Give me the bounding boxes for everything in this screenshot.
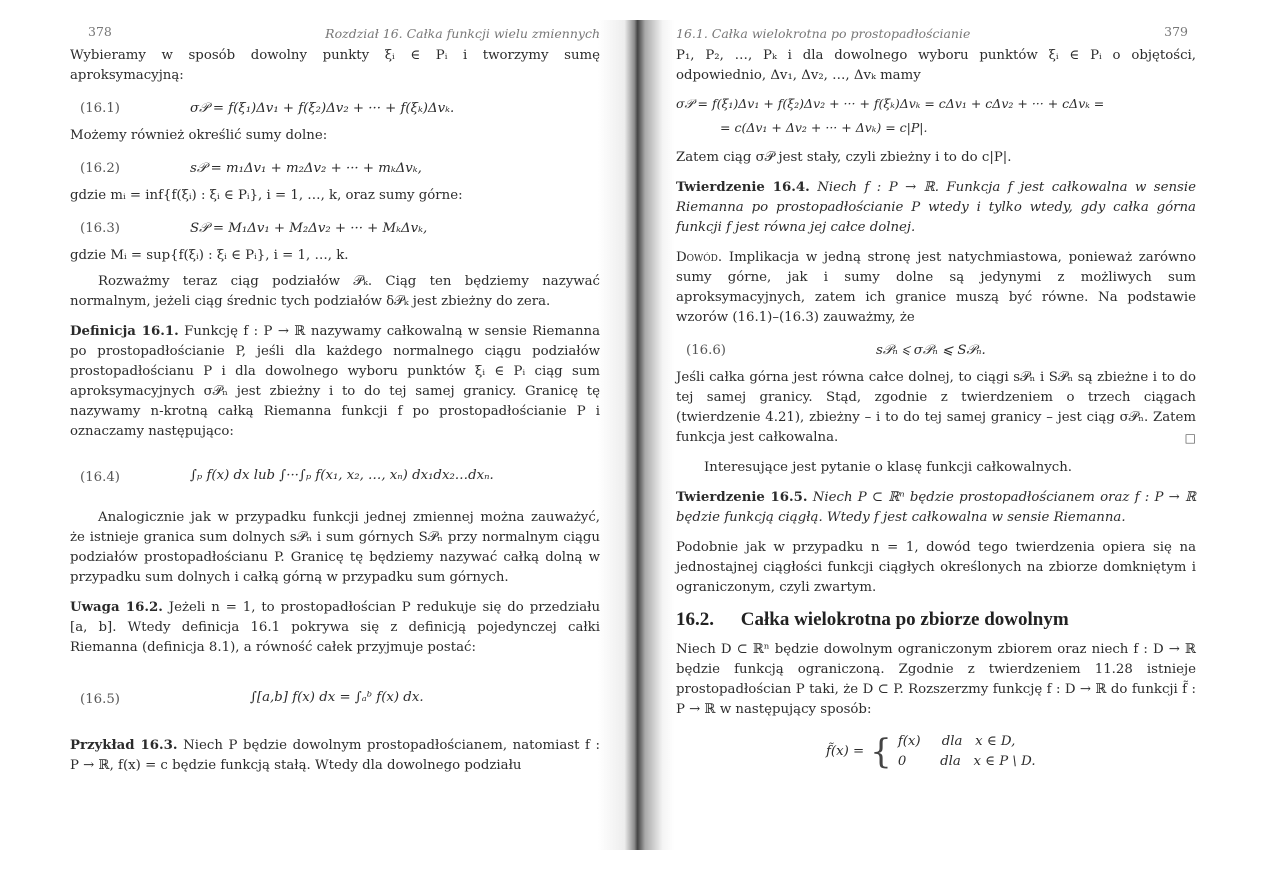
- paragraph-interesting: Interesujące jest pytanie o klasę funkcji całkowalnych.: [704, 460, 1072, 475]
- piecewise-lhs: f̃(x) =: [826, 744, 865, 759]
- equation-label: (16.2): [80, 161, 120, 176]
- theorem-16-5: [676, 488, 1196, 528]
- piecewise-case-2: 0 dla x ∈ P \ D.: [897, 754, 1036, 769]
- left-page-number: 378: [88, 24, 112, 39]
- equation-16-1: [70, 92, 600, 126]
- equation-label: (16.6): [686, 343, 726, 358]
- section-number: 16.2.: [676, 609, 714, 630]
- theorem-text: Niech P ⊂ ℝⁿ będzie prostopadłościanem oraz f : P → ℝ będzie funkcją ciągłą. Wtedy f jest całkowalna w sensie Riemanna.: [676, 490, 1196, 525]
- book-gutter-shadow: [598, 20, 674, 850]
- equation-label: (16.1): [80, 101, 120, 116]
- paragraph-arbitrary-set: Niech D ⊂ ℝⁿ będzie dowolnym ograniczonym zbiorem oraz niech f : D → ℝ będzie funkcją ograniczoną. Zgodnie z twierdzeniem 11.28 istnieje prostopadłościan P taki, że D ⊂ P. Rozszerzmy funkcję f : D → ℝ do funkcji f̃ : P → ℝ w następujący sposób:: [676, 642, 1196, 717]
- equation-16-6: [676, 334, 1196, 368]
- paragraph-normal-sequence: Rozważmy teraz ciąg podziałów 𝒫ₖ. Ciąg ten będziemy nazywać normalnym, jeżeli ciąg średnic tych podziałów δ𝒫ₖ jest zbieżny do zera.: [70, 274, 600, 309]
- piecewise-brace: {: [870, 732, 892, 772]
- paragraph-if-upper-equals-lower: [676, 368, 1196, 448]
- left-running-title: Rozdział 16. Całka funkcji wielu zmiennych: [325, 26, 600, 41]
- qed-square-icon: □: [1184, 431, 1196, 445]
- left-page: [70, 18, 600, 868]
- example-text: Niech P będzie dowolnym prostopadłościanem, natomiast f : P → ℝ, f(x) = c będzie funkcją stałą. Wtedy dla dowolnego podziału: [70, 738, 600, 773]
- equation-body: ∫[a,b] f(x) dx = ∫ₐᵇ f(x) dx.: [250, 690, 424, 705]
- equation-label: (16.3): [80, 221, 120, 236]
- right-running-title: 16.1. Całka wielokrotna po prostopadłościanie: [676, 26, 971, 41]
- paragraph-analogy: Analogicznie jak w przypadku funkcji jednej zmiennej można zauważyć, że istnieje granica sum dolnych s𝒫ₙ i sum górnych S𝒫ₙ przy normalnym ciągu podziałów prostopadłościanu P. Granicę tę będziemy nazywać całką dolną w przypadku sum dolnych i całką górną w przypadku sum górnych.: [70, 510, 600, 585]
- paragraph-text: Jeśli całka górna jest równa całce dolnej, to ciągi s𝒫ₙ i S𝒫ₙ są zbieżne i to do tej samej granicy. Stąd, zgodnie z twierdzeniem o trzech ciągach (twierdzenie 4.21), zbieżny – i to do tej samej granicy – jest ciąg σ𝒫ₙ. Zatem funkcja jest całkowalna.: [676, 370, 1196, 445]
- equation-body: ∫ₚ f(x) dx lub ∫···∫ₚ f(x₁, x₂, …, xₙ) dx₁dx₂…dxₙ.: [190, 468, 494, 483]
- proof-text: Implikacja w jedną stronę jest natychmiastowa, ponieważ zarówno sumy górne, jak i sumy dolne są jedynymi z możliwych sum aproksymacyjnych, zatem ich granice muszą być równe. Na podstawie wzorów (16.1)–(16.3) zauważmy, że: [676, 250, 1197, 325]
- equation-label: (16.4): [80, 470, 120, 485]
- right-running-head: [676, 18, 1196, 46]
- equation-piecewise-extension: [676, 726, 1196, 776]
- theorem-title: Twierdzenie 16.4.: [676, 180, 810, 195]
- equation-line-1: σ𝒫 = f(ξ₁)Δv₁ + f(ξ₂)Δv₂ + ··· + f(ξₖ)Δvₖ = cΔv₁ + cΔv₂ + ··· + cΔvₖ =: [676, 96, 1105, 111]
- definition-title: Definicja 16.1.: [70, 324, 179, 339]
- paragraph-constant-sequence: Zatem ciąg σ𝒫 jest stały, czyli zbieżny i to do c|P|.: [676, 150, 1012, 165]
- proof: [676, 248, 1196, 328]
- paragraph-continuation: P₁, P₂, …, Pₖ i dla dowolnego wyboru punktów ξᵢ ∈ Pᵢ o objętości, odpowiednio, Δv₁, Δv₂, …, Δvₖ mamy: [676, 48, 1196, 83]
- remark-16-2: [70, 598, 600, 658]
- remark-text: Jeżeli n = 1, to prostopadłościan P redukuje się do przedziału [a, b]. Wtedy definicja 16.1 pokrywa się z definicją pojedynczej całki Riemanna (definicja 8.1), a równość całek przyjmuje postać:: [70, 600, 601, 655]
- theorem-title: Twierdzenie 16.5.: [676, 490, 808, 505]
- equation-body: S𝒫 = M₁Δv₁ + M₂Δv₂ + ··· + MₖΔvₖ,: [190, 221, 428, 236]
- equation-16-4: [70, 448, 600, 508]
- equation-sum-constant: [676, 94, 1196, 138]
- equation-body: [826, 732, 1036, 772]
- paragraph-where-m: gdzie mᵢ = inf{f(ξᵢ) : ξᵢ ∈ Pᵢ}, i = 1, …, k, oraz sumy górne:: [70, 188, 463, 203]
- theorem-16-4: [676, 178, 1196, 238]
- equation-label: (16.5): [80, 692, 120, 707]
- piecewise-case-1: f(x) dla x ∈ D,: [897, 734, 1016, 749]
- paragraph-lower-sums: Możemy również określić sumy dolne:: [70, 128, 328, 143]
- example-16-3: [70, 736, 600, 776]
- left-running-head: [70, 18, 600, 46]
- paragraph-similarly: Podobnie jak w przypadku n = 1, dowód tego twierdzenia opiera się na jednostajnej ciągłości funkcji ciągłych określonych na zbiorze domkniętym i ograniczonym, czyli zwartym.: [676, 540, 1196, 595]
- paragraph-where-M: gdzie Mᵢ = sup{f(ξᵢ) : ξᵢ ∈ Pᵢ}, i = 1, …, k.: [70, 248, 349, 263]
- paragraph-intro: Wybieramy w sposób dowolny punkty ξᵢ ∈ Pᵢ i tworzymy sumę aproksymacyjną:: [70, 48, 600, 83]
- remark-title: Uwaga 16.2.: [70, 600, 163, 615]
- equation-body: s𝒫ₙ ⩽ σ𝒫ₙ ⩽ S𝒫ₙ.: [876, 343, 986, 358]
- section-heading-16-2: [676, 610, 1196, 630]
- equation-body: σ𝒫 = f(ξ₁)Δv₁ + f(ξ₂)Δv₂ + ··· + f(ξₖ)Δvₖ.: [190, 101, 455, 116]
- equation-body: s𝒫 = m₁Δv₁ + m₂Δv₂ + ··· + mₖΔvₖ,: [190, 161, 422, 176]
- example-title: Przykład 16.3.: [70, 738, 178, 753]
- equation-16-2: [70, 152, 600, 186]
- definition-text: Funkcję f : P → ℝ nazywamy całkowalną w sensie Riemanna po prostopadłościanie P, jeśli dla każdego normalnego ciągu podziałów prostopadłościanu P i dla dowolnego wyboru punktów ξᵢ ∈ Pᵢ ciąg sum aproksymacyjnych σ𝒫ₙ jest zbieżny i to do tej samej granicy. Granicę tę nazywamy n-krotną całką Riemanna funkcji f po prostopadłościanie P i oznaczamy następująco:: [70, 324, 600, 439]
- proof-title: Dowód.: [676, 250, 723, 265]
- right-page: [676, 18, 1196, 868]
- definition-16-1: [70, 322, 600, 442]
- equation-line-2: = c(Δv₁ + Δv₂ + ··· + Δvₖ) = c|P|.: [720, 120, 928, 135]
- equation-16-5: [70, 664, 600, 736]
- equation-16-3: [70, 212, 600, 246]
- right-page-number: 379: [1164, 24, 1188, 39]
- piecewise-cases: [898, 732, 1036, 772]
- section-title: Całka wielokrotna po zbiorze dowolnym: [740, 609, 1069, 630]
- theorem-text: Niech f : P → ℝ. Funkcja f jest całkowalna w sensie Riemanna po prostopadłościanie P wtedy i tylko wtedy, gdy całka górna funkcji f jest równa jej całce dolnej.: [676, 180, 1196, 235]
